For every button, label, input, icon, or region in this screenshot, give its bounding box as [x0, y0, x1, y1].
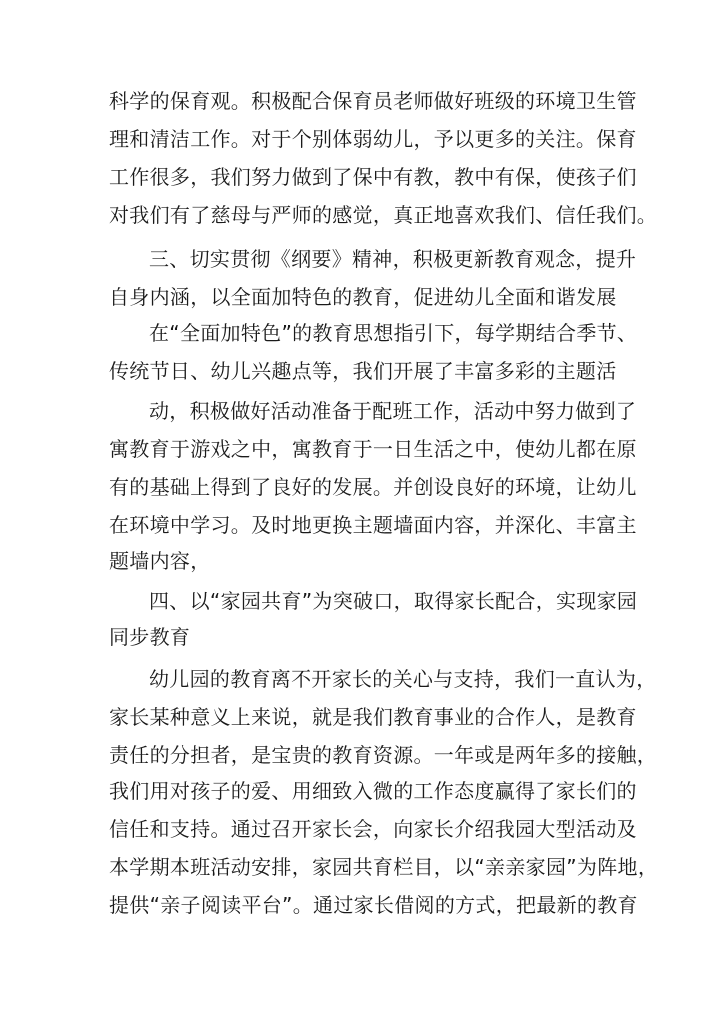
section-heading-line: 同步教育 [109, 625, 191, 649]
section-heading-line: 自身内涵，以全面加特色的教育，促进幼儿全面和谐发展 [109, 285, 617, 309]
text-line: 有的基础上得到了良好的发展。并创设良好的环境，让幼儿 [109, 475, 637, 499]
text-line: 提供“亲子阅读平台”。通过家长借阅的方式，把最新的教育 [109, 893, 638, 917]
text-line: 在环境中学习。及时地更换主题墙面内容，并深化、丰富主 [109, 513, 637, 537]
text-line: 本学期本班活动安排，家园共育栏目，以“亲亲家园”为阵地， [109, 855, 659, 879]
text-line: 家长某种意义上来说，就是我们教育事业的合作人，是教育 [109, 705, 637, 729]
text-line: 工作很多，我们努力做到了保中有教，教中有保，使孩子们 [109, 165, 637, 189]
section-heading-line: 三、切实贯彻《纲要》精神，积极更新教育观念，提升 [149, 247, 637, 271]
text-line: 题墙内容， [109, 549, 211, 573]
text-line: 在“全面加特色”的教育思想指引下，每学期结合季节、 [149, 321, 638, 345]
text-line: 传统节日、幼儿兴趣点等，我们开展了丰富多彩的主题活 [109, 359, 617, 383]
section-heading-line: 四、以“家园共育”为突破口，取得家长配合，实现家园 [149, 589, 638, 613]
text-line: 动，积极做好活动准备于配班工作，活动中努力做到了 [149, 399, 637, 423]
text-line: 寓教育于游戏之中，寓教育于一日生活之中，使幼儿都在原 [109, 437, 637, 461]
text-line: 科学的保育观。积极配合保育员老师做好班级的环境卫生管 [109, 89, 637, 113]
text-line: 我们用对孩子的爱、用细致入微的工作态度赢得了家长们的 [109, 779, 637, 803]
text-line: 幼儿园的教育离不开家长的关心与支持，我们一直认为， [149, 667, 657, 691]
text-line: 责任的分担者，是宝贵的教育资源。一年或是两年多的接触， [109, 743, 658, 767]
text-line: 对我们有了慈母与严师的感觉，真正地喜欢我们、信任我们。 [109, 203, 658, 227]
text-line: 理和清洁工作。对于个别体弱幼儿，予以更多的关注。保育 [109, 127, 637, 151]
text-line: 信任和支持。通过召开家长会，向家长介绍我园大型活动及 [109, 817, 637, 841]
